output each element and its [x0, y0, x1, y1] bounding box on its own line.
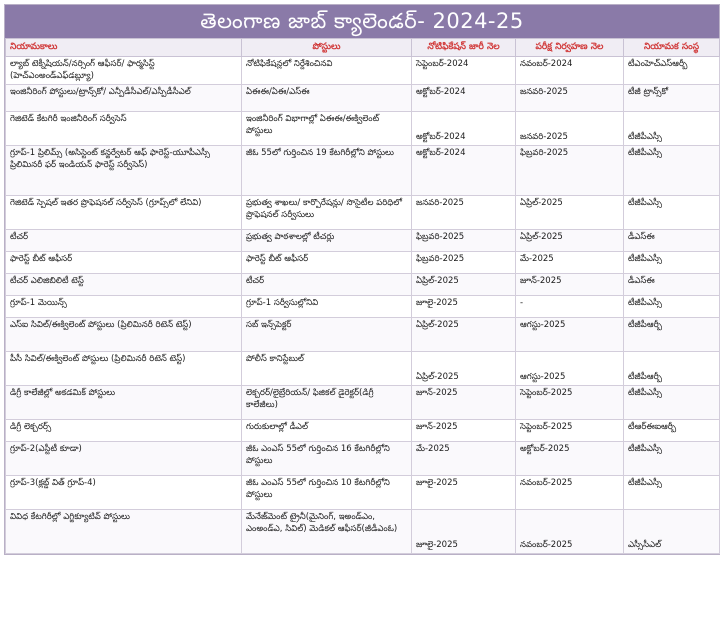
cell-posts: పోలీస్ కానిస్టేబుల్: [242, 352, 412, 386]
cell-agency: టీజీపీఎస్సీ: [624, 252, 720, 274]
table-row: [6, 57, 720, 85]
cell-exam-month: ఆగస్టు-2025: [516, 352, 624, 386]
header-recruiting-agency: నియామక సంస్థ: [624, 39, 720, 57]
cell-agency: డీఎస్ఈ: [624, 230, 720, 252]
cell-exam-month: -: [516, 296, 624, 318]
cell-posts: గురుకులాల్లో డీఎల్: [242, 420, 412, 442]
cell-posts: టీచర్: [242, 274, 412, 296]
cell-agency: టీజీ ట్రాన్స్‌కో: [624, 85, 720, 112]
header-exam-month: పరీక్ష నిర్వహణ నెల: [516, 39, 624, 57]
cell-agency: టీజీపీఎస్సీ: [624, 196, 720, 230]
cell-notification-month: జూన్-2025: [412, 420, 516, 442]
cell-recruitment: గ్రూప్-1 ప్రిలిమ్స్ (అసిస్టెంట్ కన్జర్వేటర్ ఆఫ్ ఫారెస్ట్-యూపీఎస్సీ ప్రిలిమినరీ ఫర్ ఇండియన్ ఫారెస్ట్ సర్వీసెస్): [6, 146, 242, 196]
table-row: [6, 196, 720, 230]
cell-notification-month: మే-2025: [412, 442, 516, 476]
cell-exam-month: జూన్-2025: [516, 274, 624, 296]
cell-recruitment: గెజిటెడ్ స్పెషల్ ఇతర ప్రొఫెషనల్ సర్వీసెస్ (గ్రూప్స్‌లో లేనివి): [6, 196, 242, 230]
table-row: [6, 296, 720, 318]
cell-exam-month: ఆగస్టు-2025: [516, 318, 624, 352]
cell-agency: టీజీపీఎస్సీ: [624, 112, 720, 146]
cell-recruitment: గ్రూప్-2(ఎస్టీటీ కూడా): [6, 442, 242, 476]
cell-posts: ప్రభుత్వ శాఖలు/ కార్పొరేషన్లు/ సొసైటీల పరిధిలో ప్రొఫెషనల్ సర్వీసులు: [242, 196, 412, 230]
cell-recruitment: గ్రూప్-1 మెయిన్స్: [6, 296, 242, 318]
cell-recruitment: డిగ్రీ లెక్చరర్స్: [6, 420, 242, 442]
cell-exam-month: జనవరి-2025: [516, 112, 624, 146]
cell-recruitment: పీసీ సివిల్/ఈక్విలెంట్ పోస్టులు (ప్రిలిమినరీ రిటెన్ టెస్ట్): [6, 352, 242, 386]
table-row: [6, 510, 720, 554]
table-row: [6, 352, 720, 386]
cell-notification-month: ఫిబ్రవరి-2025: [412, 252, 516, 274]
header-row: [6, 39, 720, 57]
table-row: [6, 252, 720, 274]
cell-notification-month: ఏప్రిల్-2025: [412, 318, 516, 352]
cell-agency: టీఎంహెచ్ఎస్ఆర్బీ: [624, 57, 720, 85]
cell-exam-month: సెప్టెంబర్-2025: [516, 386, 624, 420]
cell-posts: జీఓ ఎంఎస్ 55లో గుర్తించిన 16 కేటగిరీల్లోని పోస్టులు: [242, 442, 412, 476]
cell-exam-month: సెప్టెంబర్-2025: [516, 420, 624, 442]
cell-recruitment: డిగ్రీ కాలేజీల్లో అకడమిక్ పోస్టులు: [6, 386, 242, 420]
cell-agency: టీజీపీఎస్సీ: [624, 386, 720, 420]
cell-recruitment: వివిధ కేటగిరీల్లో ఎగ్జిక్యూటివ్ పోస్టులు: [6, 510, 242, 554]
header-recruitments: నియామకాలు: [6, 39, 242, 57]
cell-agency: టీజీపీఎస్సీ: [624, 442, 720, 476]
cell-agency: డీఎస్ఈ: [624, 274, 720, 296]
cell-recruitment: ఎస్ఐ సివిల్/ఈక్విలెంట్ పోస్టులు (ప్రిలిమినరీ రిటెన్ టెస్ట్): [6, 318, 242, 352]
cell-notification-month: ఏప్రిల్-2025: [412, 274, 516, 296]
cell-recruitment: టీచర్: [6, 230, 242, 252]
cell-notification-month: జూలై-2025: [412, 296, 516, 318]
table-row: [6, 85, 720, 112]
cell-posts: నోటిఫికేషన్లలో నిర్దేశించినవి: [242, 57, 412, 85]
cell-posts: ఏఈఈ/ఏఈ/ఎస్ఈ: [242, 85, 412, 112]
cell-exam-month: అక్టోబర్-2025: [516, 442, 624, 476]
cell-exam-month: నవంబర్-2025: [516, 510, 624, 554]
cell-agency: టీజీపీఎస్సీ: [624, 296, 720, 318]
cell-recruitment: ఫారెస్ట్ బీట్ ఆఫీసర్: [6, 252, 242, 274]
cell-notification-month: ఫిబ్రవరి-2025: [412, 230, 516, 252]
cell-exam-month: ఫిబ్రవరి-2025: [516, 146, 624, 196]
cell-posts: సబ్ ఇన్స్‌పెక్టర్: [242, 318, 412, 352]
cell-notification-month: అక్టోబర్-2024: [412, 85, 516, 112]
table-row: [6, 442, 720, 476]
cell-agency: ఎస్సీసీఎల్: [624, 510, 720, 554]
table-row: [6, 318, 720, 352]
cell-agency: టీజీపీఆర్బీ: [624, 318, 720, 352]
cell-notification-month: జూలై-2025: [412, 510, 516, 554]
cell-posts: గ్రూప్-1 సర్వీసుల్లోనివి: [242, 296, 412, 318]
cell-recruitment: గ్రూప్-3(క్లబ్డ్ విత్ గ్రూప్-4): [6, 476, 242, 510]
cell-notification-month: అక్టోబర్-2024: [412, 112, 516, 146]
cell-notification-month: అక్టోబర్-2024: [412, 146, 516, 196]
cell-posts: ఇంజినీరింగ్ విభాగాల్లో ఏఈఈ/ఈక్విలెంట్ పోస్టులు: [242, 112, 412, 146]
job-calendar: [4, 4, 720, 555]
cell-agency: టీజీపీఎస్సీ: [624, 146, 720, 196]
cell-recruitment: టీచర్ ఎలిజిబిలిటీ టెస్ట్: [6, 274, 242, 296]
cell-agency: టీజీపీఎస్సీ: [624, 476, 720, 510]
cell-notification-month: జూలై-2025: [412, 476, 516, 510]
table-body: [6, 57, 720, 554]
cell-recruitment: గెజిటెడ్ కేటగిరీ ఇంజినీరింగ్ సర్వీసెస్: [6, 112, 242, 146]
cell-posts: జీఓ ఎంఎస్ 55లో గుర్తించిన 10 కేటగిరీల్లోని పోస్టులు: [242, 476, 412, 510]
table-row: [6, 230, 720, 252]
cell-exam-month: మే-2025: [516, 252, 624, 274]
cell-posts: ప్రభుత్వ పాఠశాలల్లో టీచర్లు: [242, 230, 412, 252]
table-row: [6, 386, 720, 420]
cell-exam-month: నవంబర్-2024: [516, 57, 624, 85]
header-posts: పోస్టులు: [242, 39, 412, 57]
cell-notification-month: సెప్టెంబర్-2024: [412, 57, 516, 85]
table-row: [6, 112, 720, 146]
table-row: [6, 274, 720, 296]
cell-recruitment: ల్యాబ్ టెక్నీషియన్/నర్సింగ్ ఆఫీసర్/ ఫార్మసిస్ట్ (హెచ్ఎంఅండ్‌ఎఫ్‌డబ్ల్యూ): [6, 57, 242, 85]
cell-exam-month: నవంబర్-2025: [516, 476, 624, 510]
cell-notification-month: జనవరి-2025: [412, 196, 516, 230]
table-row: [6, 476, 720, 510]
header-notification-month: నోటిఫికేషన్ జారీ నెల: [412, 39, 516, 57]
cell-notification-month: ఏప్రిల్-2025: [412, 352, 516, 386]
cell-recruitment: ఇంజినీరింగ్ పోస్టులు/ట్రాన్స్‌కో/ ఎన్పీడీసీఎల్/ఎస్పీడీసీఎల్: [6, 85, 242, 112]
cell-agency: టీఆర్ఈఐఆర్బీ: [624, 420, 720, 442]
cell-notification-month: జూన్-2025: [412, 386, 516, 420]
cell-exam-month: ఏప్రిల్-2025: [516, 230, 624, 252]
cell-posts: ఫారెస్ట్ బీట్ ఆఫీసర్: [242, 252, 412, 274]
cell-posts: మేనేజ్‌మెంట్ ట్రైనీ(మైనింగ్, ఇఅండ్ఎం, ఎంఅండ్ఎ, సివిల్) మెడికల్ ఆఫీసర్(జీడీఎంఓ): [242, 510, 412, 554]
cell-exam-month: ఏప్రిల్-2025: [516, 196, 624, 230]
cell-agency: టీజీపీఆర్బీ: [624, 352, 720, 386]
page-title: తెలంగాణ జాబ్ క్యాలెండర్- 2024-25: [5, 5, 719, 38]
cell-posts: లెక్చరర్/లైబ్రేరియన్/ ఫిజికల్ డైరెక్టర్(డిగ్రీ కాలేజీలు): [242, 386, 412, 420]
cell-exam-month: జనవరి-2025: [516, 85, 624, 112]
cell-posts: జీఓ 55లో గుర్తించిన 19 కేటగిరీల్లోని పోస్టులు: [242, 146, 412, 196]
job-calendar-table: [5, 38, 720, 554]
table-row: [6, 146, 720, 196]
table-row: [6, 420, 720, 442]
